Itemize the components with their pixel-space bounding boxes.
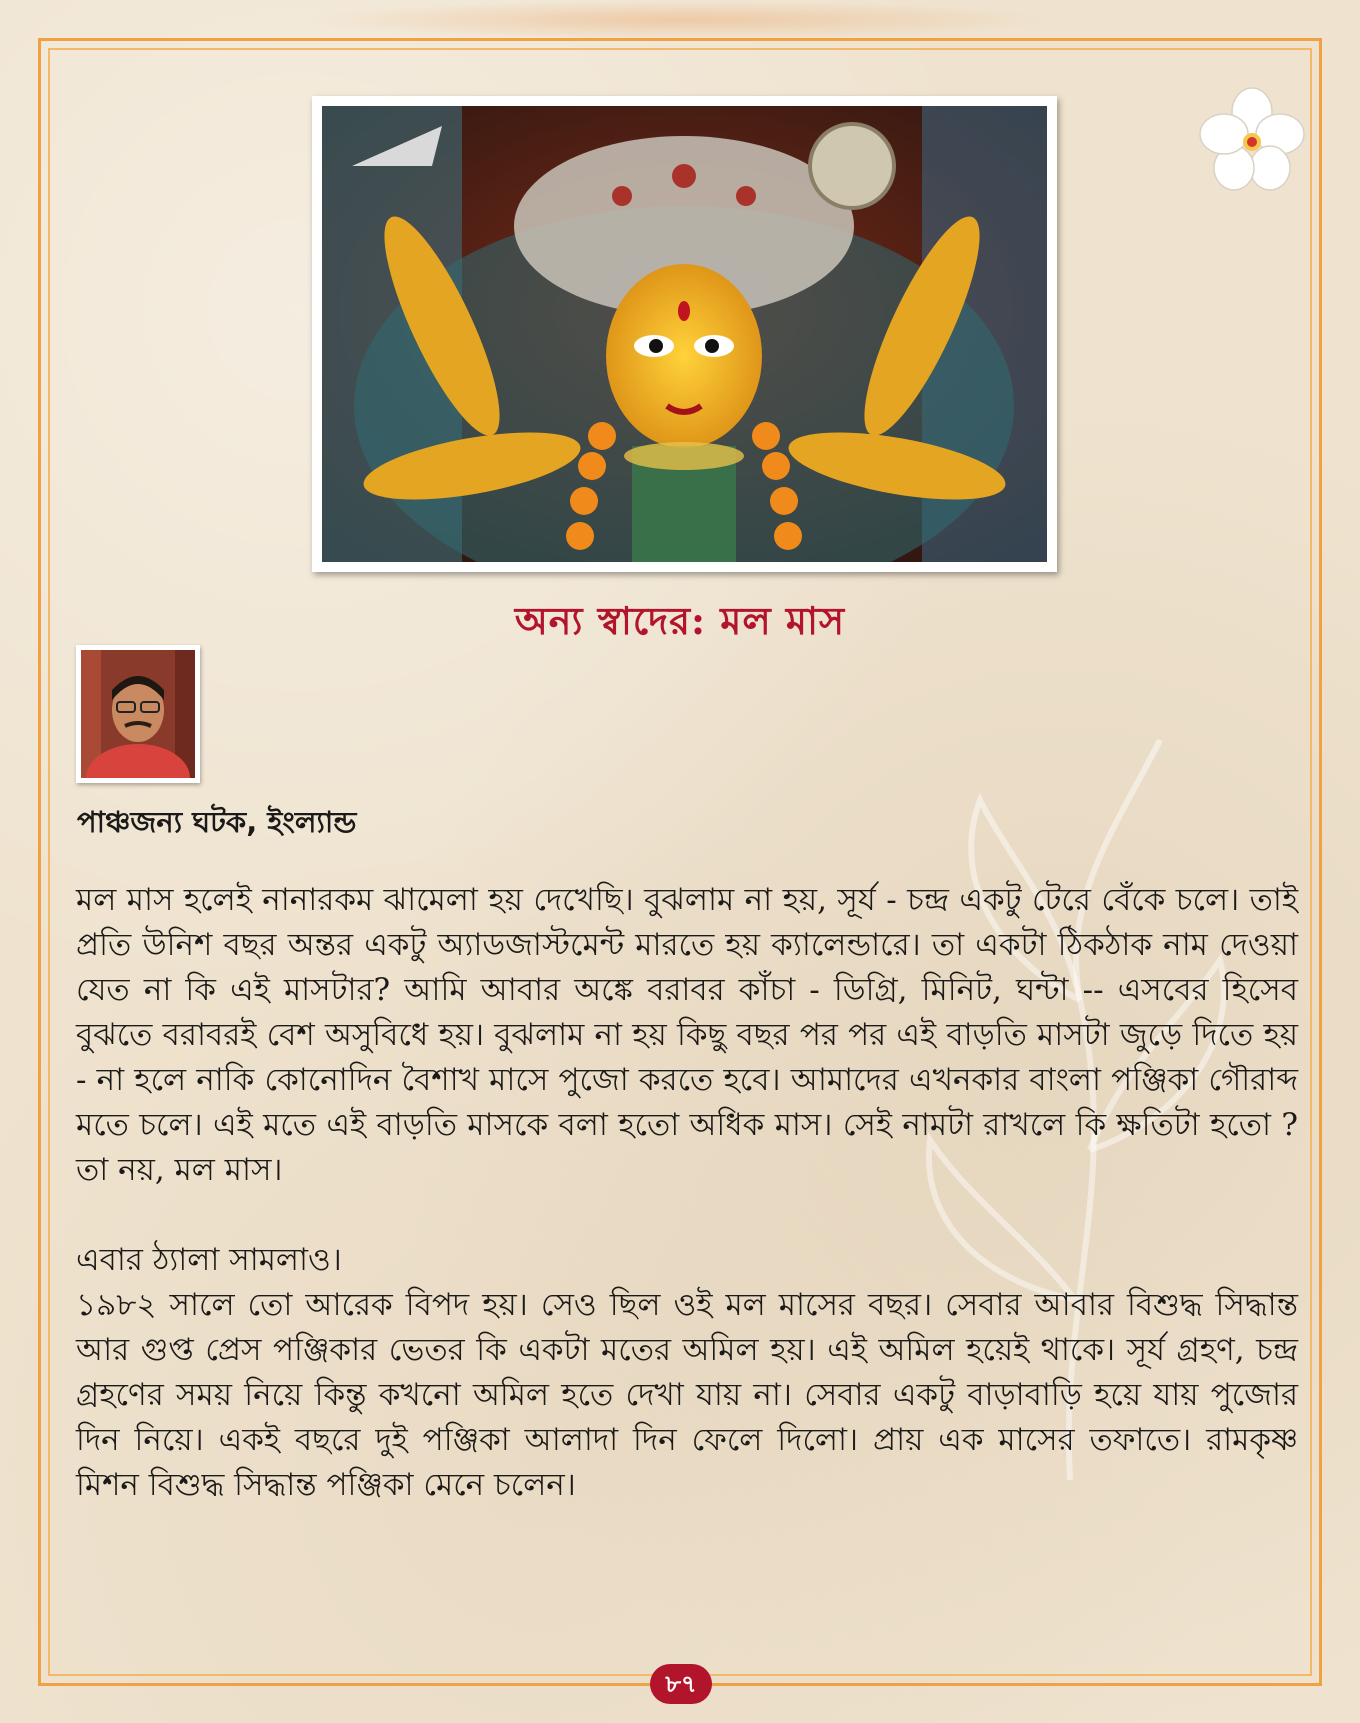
author-photo [81, 650, 195, 778]
durga-image [322, 106, 1047, 562]
durga-photo [312, 96, 1057, 572]
paragraph: এবার ঠ্যালা সামলাও। [76, 1242, 342, 1278]
flower-icon [1196, 86, 1308, 198]
article-title: অন্য স্বাদের: মল মাস [514, 598, 846, 643]
paragraph: ১৯৮২ সালে তো আরেক বিপদ হয়। সেও ছিল ওই মল মাসের বছর। সেবার আবার বিশুদ্ধ সিদ্ধান্ত আর গুপ্ত প্রেস পঞ্জিকার ভেতর কি একটা মতের অমিল হয়। এই অমিল হয়েই থাকে। সূর্য গ্রহণ, চন্দ্র গ্রহণের সময় নিয়ে কিন্তু কখনো অমিল হতে দেখা যায় না। সেবার একটু বাড়াবাড়ি হয়ে যায় পুজোর দিন নিয়ে। একই বছরে দুই পঞ্জিকা আলাদা দিন ফেলে দিলো। প্রায় এক মাসের তফাতে। রামকৃষ্ণ মিশন বিশুদ্ধ সিদ্ধান্ত পঞ্জিকা মেনে চলেন। [76, 1287, 1298, 1503]
author-avatar [76, 645, 200, 783]
article-body [76, 878, 1298, 1508]
page-number: ৮৭ [650, 1664, 712, 1704]
paragraph: মল মাস হলেই নানারকম ঝামেলা হয় দেখেছি। বুঝলাম না হয়, সূর্য - চন্দ্র একটু টেরে বেঁকে চলে। তাই প্রতি উনিশ বছর অন্তর একটু অ্যাডজাস্টমেন্ট মারতে হয় ক্যালেন্ডারে। তা একটা ঠিকঠাক নাম দেওয়া যেত না কি এই মাসটার? আমি আবার অঙ্কে বরাবর কাঁচা - ডিগ্রি, মিনিট, ঘন্টা -- এসবের হিসেব বুঝতে বরাবরই বেশ অসুবিধে হয়। বুঝলাম না হয় কিছু বছর পর পর এই বাড়তি মাসটা জুড়ে দিতে হয় - না হলে নাকি কোনোদিন বৈশাখ মাসে পুজো করতে হবে। আমাদের এখনকার বাংলা পঞ্জিকা গৌরাব্দ মতে চলে। এই মতে এই বাড়তি মাসকে বলা হতো অধিক মাস। সেই নামটা রাখলে কি ক্ষতিটা হতো ? তা নয়, মল মাস। [76, 882, 1298, 1188]
author-name: পাঞ্চজন্য ঘটক, ইংল্যান্ড [77, 805, 357, 839]
top-decoration [300, 0, 1060, 40]
